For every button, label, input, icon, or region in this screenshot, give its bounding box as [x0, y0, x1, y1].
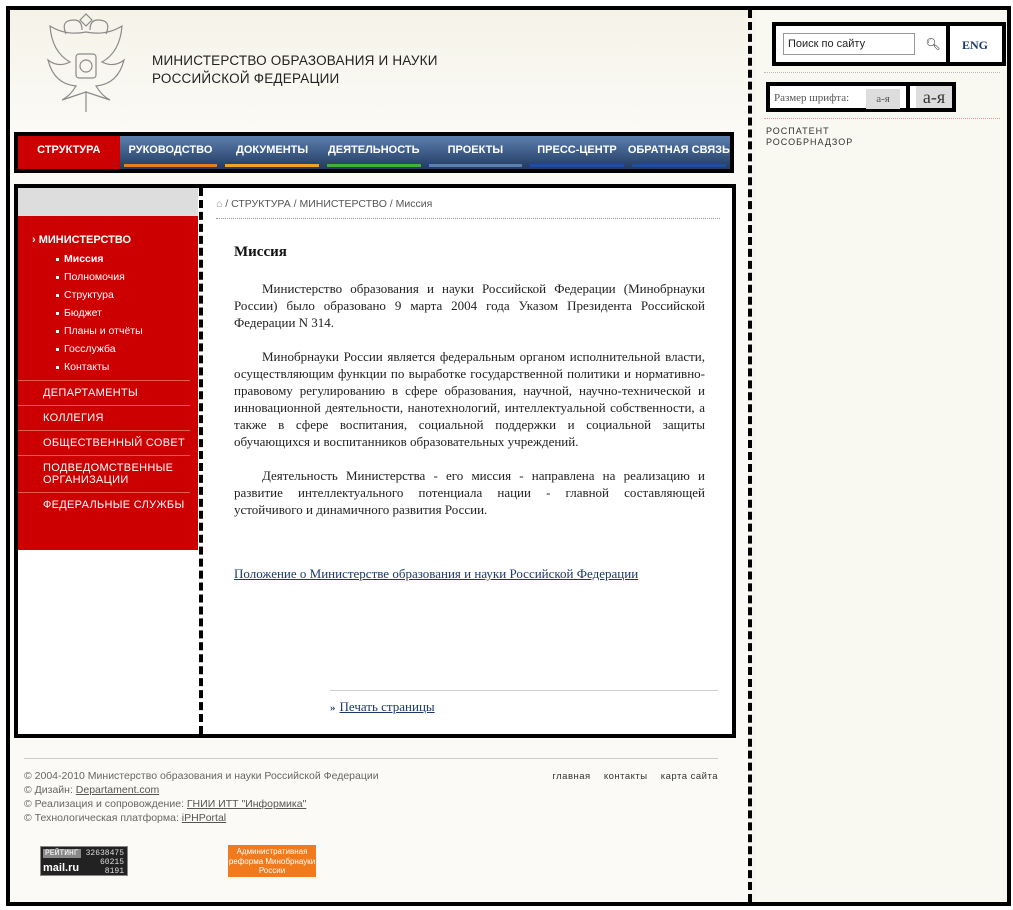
design-label: © Дизайн:: [24, 784, 73, 796]
footer: [24, 758, 718, 825]
rating-counter[interactable]: [40, 846, 128, 876]
link-rosobrnadzor[interactable]: РОСОБРНАДЗОР: [766, 137, 854, 147]
divider: [764, 118, 1000, 119]
sidebar-heading-label: МИНИСТЕРСТВО: [38, 234, 132, 246]
counter-value: 8191: [104, 867, 124, 876]
sidebar-item-federal-services[interactable]: ФЕДЕРАЛЬНЫЕ СЛУЖБЫ: [18, 492, 190, 517]
sidebar-item-public-council[interactable]: ОБЩЕСТВЕННЫЙ СОВЕТ: [18, 430, 190, 455]
footer-link-contacts[interactable]: контакты: [603, 771, 648, 782]
sidebar-item-board[interactable]: КОЛЛЕГИЯ: [18, 405, 190, 430]
nav-label: ОБРАТНАЯ СВЯЗЬ: [627, 144, 730, 156]
impl-link[interactable]: ГНИИ ИТТ "Информика": [186, 798, 307, 810]
nav-underline: [124, 164, 218, 167]
impl-label: © Реализация и сопровождение:: [24, 798, 184, 810]
chevron-right-icon: ›: [32, 234, 36, 246]
platform-link[interactable]: iPHPortal: [181, 812, 227, 824]
search-box: [772, 22, 1006, 66]
home-icon[interactable]: ⌂: [216, 198, 223, 210]
divider: [764, 72, 1000, 73]
sidebar-subitem-plans[interactable]: Планы и отчёты: [18, 322, 198, 340]
nav-item-activity[interactable]: [323, 136, 425, 169]
page-title: Миссия: [234, 244, 287, 260]
footer-links: [542, 771, 718, 782]
breadcrumb-path[interactable]: / СТРУКТУРА / МИНИСТЕРСТВО / Миссия: [225, 198, 433, 210]
footer-link-sitemap[interactable]: карта сайта: [660, 771, 718, 782]
paragraph: Минобрнауки России является федеральным органом исполнительной власти, осуществляющим функции по выработке государственной политики и нормативно-правовому регулированию в сфере образования, научной, научно-технической и инновационной деятельности, нанотехнологий, интеллектуальной собственности, а также в сфере воспитания, социальной поддержки и социальной защиты обучающихся и воспитанников образовательных учреждений.: [234, 349, 705, 449]
counter-value: 60215: [99, 858, 124, 867]
sidebar-menu: [18, 216, 198, 550]
sidebar-item-departments[interactable]: ДЕПАРТАМЕНТЫ: [18, 380, 190, 405]
sidebar-subitem-civil-service[interactable]: Госслужба: [18, 340, 198, 358]
counter-logo: mail.ru: [43, 862, 80, 874]
nav-item-press-center[interactable]: [526, 136, 628, 169]
nav-underline: [632, 164, 726, 167]
sidebar-top: [18, 188, 198, 216]
font-size-label: Размер шрифта:: [774, 92, 850, 104]
content-area: [204, 188, 732, 734]
article-body: [234, 280, 705, 535]
nav-label: ДЕЯТЕЛЬНОСТЬ: [327, 144, 420, 156]
link-rospatent[interactable]: РОСПАТЕНТ: [766, 126, 830, 136]
font-size-control: [766, 82, 956, 112]
nav-item-structure[interactable]: [18, 136, 120, 169]
footer-link-home[interactable]: главная: [552, 771, 591, 782]
nav-underline: [225, 164, 319, 167]
counter-value: 32638475: [85, 849, 124, 858]
nav-item-leadership[interactable]: [120, 136, 222, 169]
platform-label: © Технологическая платформа:: [24, 812, 179, 824]
font-size-small-button[interactable]: а-я: [866, 89, 900, 109]
paragraph: Министерство образования и науки Российской Федерации (Минобрнауки России) было образовано 9 марта 2004 года Указом Президента Российской Федерации N 314.: [234, 281, 705, 330]
sidebar-subitem-budget[interactable]: Бюджет: [18, 304, 198, 322]
sidebar-subitem-structure[interactable]: Структура: [18, 286, 198, 304]
search-divider: [946, 26, 950, 62]
sidebar-subitem-mission[interactable]: Миссия: [18, 250, 198, 268]
ministry-title: [152, 52, 438, 88]
font-size-divider: [906, 86, 910, 108]
nav-item-feedback[interactable]: [628, 136, 730, 169]
sidebar-heading[interactable]: [18, 234, 198, 246]
nav-label: ПРЕСС-ЦЕНТР: [537, 144, 617, 156]
column-divider: [748, 10, 752, 902]
implementation-credit: [24, 797, 718, 811]
print-page-link[interactable]: Печать страницы: [339, 699, 435, 714]
ministry-title-line2: РОССИЙСКОЙ ФЕДЕРАЦИИ: [152, 71, 340, 86]
platform-credit: [24, 811, 718, 825]
paragraph: Деятельность Министерства - его миссия - направлена на реализацию и развитие интеллектуального потенциала нации - главной составляющей устойчивого и динамичного развития России.: [234, 468, 705, 517]
nav-underline: [530, 164, 624, 167]
coat-of-arms-icon: [36, 12, 136, 120]
breadcrumb: [216, 198, 720, 219]
nav-label: СТРУКТУРА: [37, 144, 101, 156]
nav-underline: [429, 164, 523, 167]
nav-label: ПРОЕКТЫ: [447, 144, 504, 156]
copyright: © 2004-2010 Министерство образования и науки Российской Федерации: [24, 770, 379, 782]
sidebar: [18, 188, 198, 734]
search-icon[interactable]: 🔍︎: [925, 37, 941, 51]
related-links: [766, 126, 853, 148]
ministry-title-line1: МИНИСТЕРСТВО ОБРАЗОВАНИЯ И НАУКИ: [152, 53, 438, 68]
counter-label: РЕЙТИНГ: [45, 849, 79, 858]
nav-label: ДОКУМЕНТЫ: [236, 144, 309, 156]
nav-label: РУКОВОДСТВО: [128, 144, 213, 156]
nav-underline: [22, 164, 116, 167]
double-chevron-icon: »: [330, 702, 336, 714]
search-input[interactable]: [783, 33, 915, 55]
sidebar-item-subordinate[interactable]: ПОДВЕДОМСТВЕННЫЕ ОРГАНИЗАЦИИ: [18, 455, 190, 492]
english-link[interactable]: ENG: [962, 38, 989, 52]
reform-banner[interactable]: Административная реформа Минобрнауки России: [228, 847, 316, 875]
nav-underline: [327, 164, 421, 167]
sidebar-subitem-powers[interactable]: Полномочия: [18, 268, 198, 286]
nav-item-documents[interactable]: [221, 136, 323, 169]
right-panel: [756, 10, 1006, 210]
regulation-link[interactable]: Положение о Министерстве образования и науки Российской Федерации: [234, 566, 639, 581]
nav-item-projects[interactable]: [425, 136, 527, 169]
main-nav: [14, 132, 734, 173]
main-content-box: [14, 184, 736, 738]
font-size-large-button[interactable]: а-я: [916, 86, 952, 108]
print-block: [330, 690, 718, 715]
sidebar-subitem-contacts[interactable]: Контакты: [18, 358, 198, 376]
design-credit: [24, 783, 718, 797]
sidebar-divider: [199, 188, 203, 734]
design-link[interactable]: Departament.com: [75, 784, 160, 796]
